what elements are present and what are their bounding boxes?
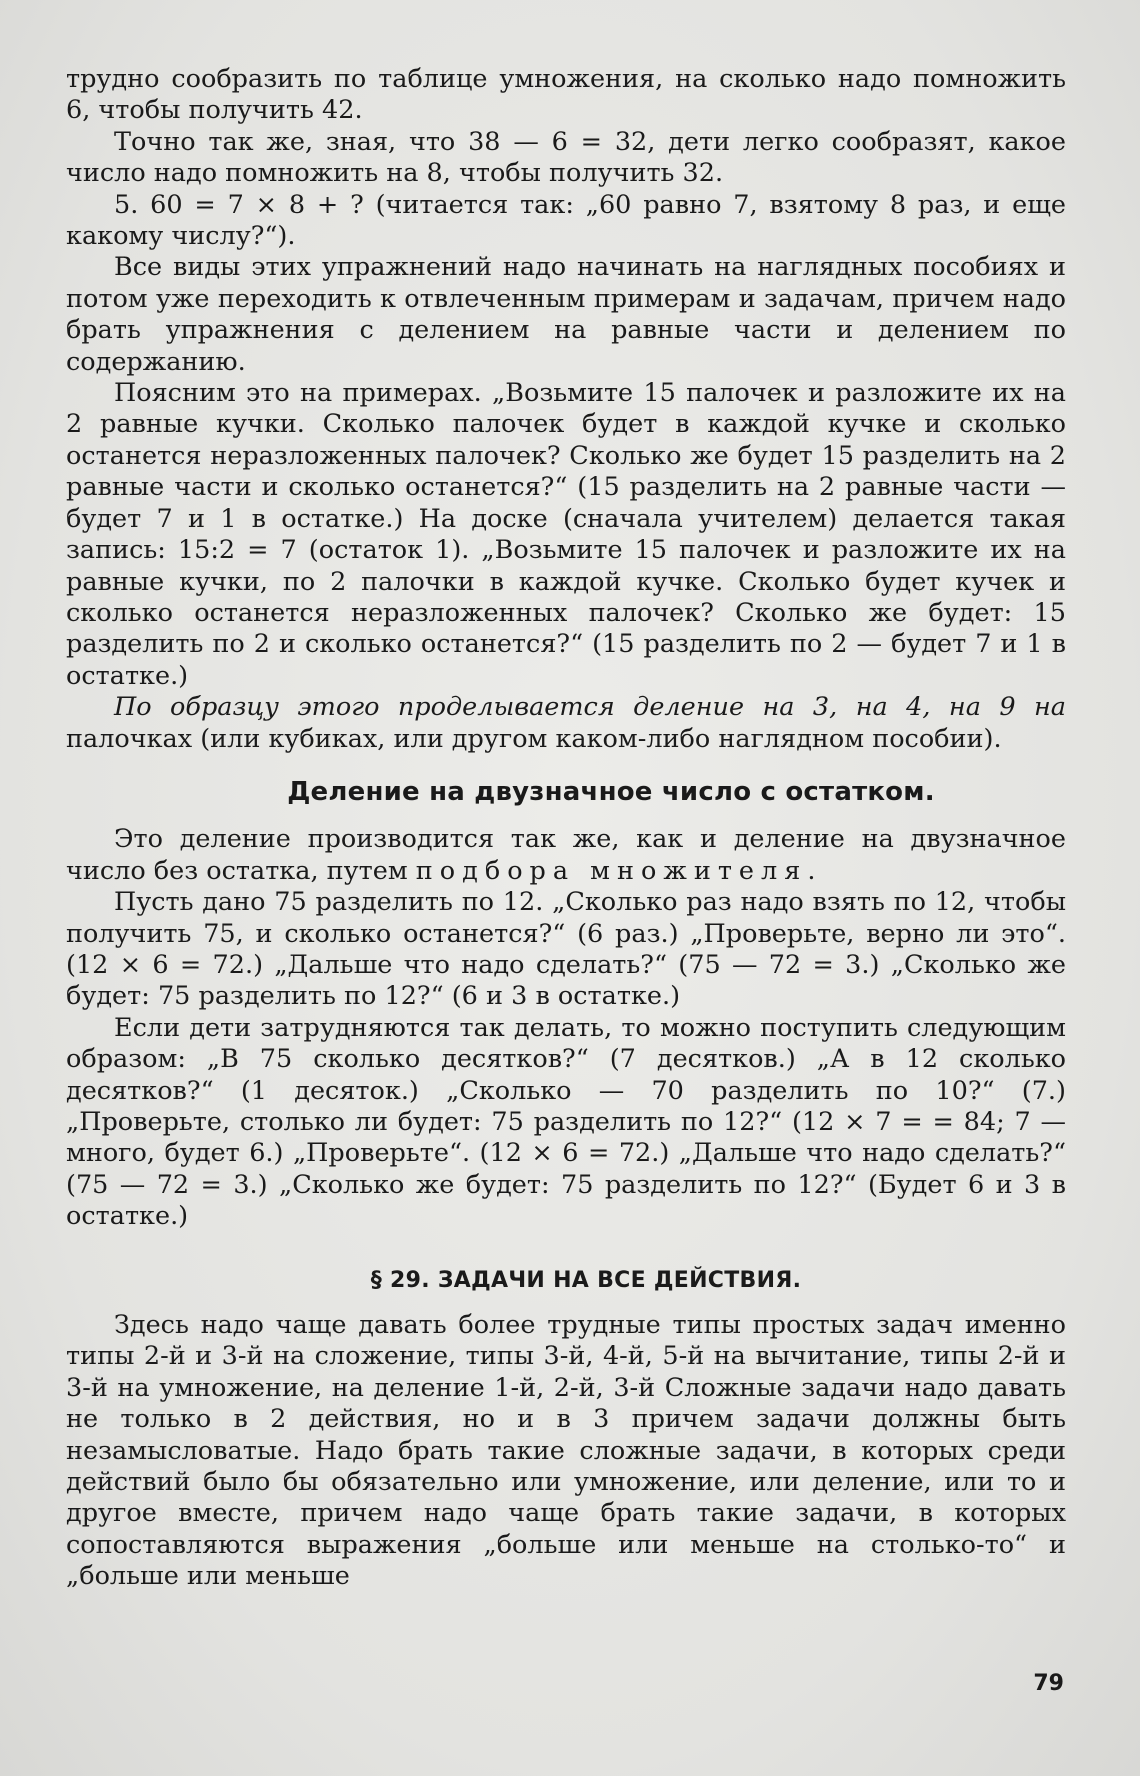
subheading: Деление на двузначное число с остатком. xyxy=(287,776,935,807)
italic-text: По образцу этого проделывается деление на 3, на 4, на 9 на xyxy=(114,692,1066,723)
page-text-column xyxy=(66,64,1066,1593)
spaced-emphasis: подбора множителя xyxy=(415,855,808,886)
paragraph: Точно так же, зная, что 38 — 6 = 32, дети легко сообразят, какое число надо помножить на 8, чтобы получить 32. xyxy=(66,126,1066,189)
intro-text: Это деление производится так же, как и деление на двузначное число без остатка, путем xyxy=(66,824,1066,886)
paragraph: Здесь надо чаще давать более трудные типы простых задач именно типы 2-й и 3-й на сложение, типы 3-й, 4-й, 5-й на вычитание, типы 2-й и 3-й на умножение, на деление 1-й, 2-й, 3-й Сложные задачи надо давать не только в 2 действия, но и в 3 причем задачи должны быть незамысловатые. Надо брать такие сложные задачи, в которых среди действий было бы обязательно или умножение, или деление, или то и другое вместе, причем надо чаще брать такие задачи, в которых сопоставляются выражения „больше или меньше на столько-то“ и „больше или меньше xyxy=(66,1310,1066,1592)
paragraph: Все виды этих упражнений надо начинать на наглядных пособиях и потом уже переходить к отвлеченным примерам и задачам, причем надо брать упражнения с делением на равные части и делением по содержанию. xyxy=(66,252,1066,377)
paragraph: Пусть дано 75 разделить по 12. „Сколько раз надо взять по 12, чтобы получить 75, и сколько останется?“ (6 раз.) „Проверьте, верно ли это“. (12 × 6 = 72.) „Дальше что надо сделать?“ (75 — 72 = 3.) „Сколько же будет: 75 разделить по 12?“ (6 и 3 в остатке.) xyxy=(66,887,1066,1012)
paragraph-example-5: 5. 60 = 7 × 8 + ? (читается так: „60 равно 7, взятому 8 раз, и еще какому числу?“). xyxy=(66,189,1066,252)
paragraph: Если дети затрудняются так делать, то можно поступить следующим образом: „В 75 сколько десятков?“ (7 десятков.) „А в 12 сколько десятков?“ (1 десяток.) „Сколько — 70 разделить по 10?“ (7.) „Проверьте, столько ли будет: 75 разделить по 12?“ (12 × 7 = = 84; 7 — много, будет 6.) „Проверьте“. (12 × 6 = 72.) „Дальше что надо сделать?“ (75 — 72 = 3.) „Сколько же будет: 75 разделить по 12?“ (Будет 6 и 3 в остатке.) xyxy=(66,1012,1066,1232)
page-number: 79 xyxy=(1033,1671,1064,1696)
paragraph: Поясним это на примерах. „Возьмите 15 палочек и разложите их на 2 равные кучки. Сколько палочек будет в каждой кучке и сколько останется неразложенных палочек? Сколько же будет 15 разделить на 2 равные части и сколько останется?“ (15 разделить на 2 равные части — будет 7 и 1 в остатке.) На доске (сначала учителем) делается такая запись: 15:2 = 7 (остаток 1). „Возьмите 15 палочек и разложите их на равные кучки, по 2 палочки в каждой кучке. Сколько будет кучек и сколько останется неразложенных палочек? Сколько же будет: 15 разделить по 2 и сколько останется?“ (15 разделить по 2 — будет 7 и 1 в остатке.) xyxy=(66,378,1066,691)
normal-text: палочках (или кубиках, или другом каком-либо наглядном пособии). xyxy=(66,723,1002,754)
section-heading: § 29. ЗАДАЧИ НА ВСЕ ДЕЙСТВИЯ. xyxy=(370,1267,802,1293)
paragraph-continued: трудно сообразить по таблице умножения, на сколько надо помножить 6, чтобы получить 42. xyxy=(66,64,1066,126)
paragraph-italic-lead xyxy=(66,692,1066,755)
intro-end: . xyxy=(807,855,816,886)
paragraph-division-intro xyxy=(66,824,1066,887)
